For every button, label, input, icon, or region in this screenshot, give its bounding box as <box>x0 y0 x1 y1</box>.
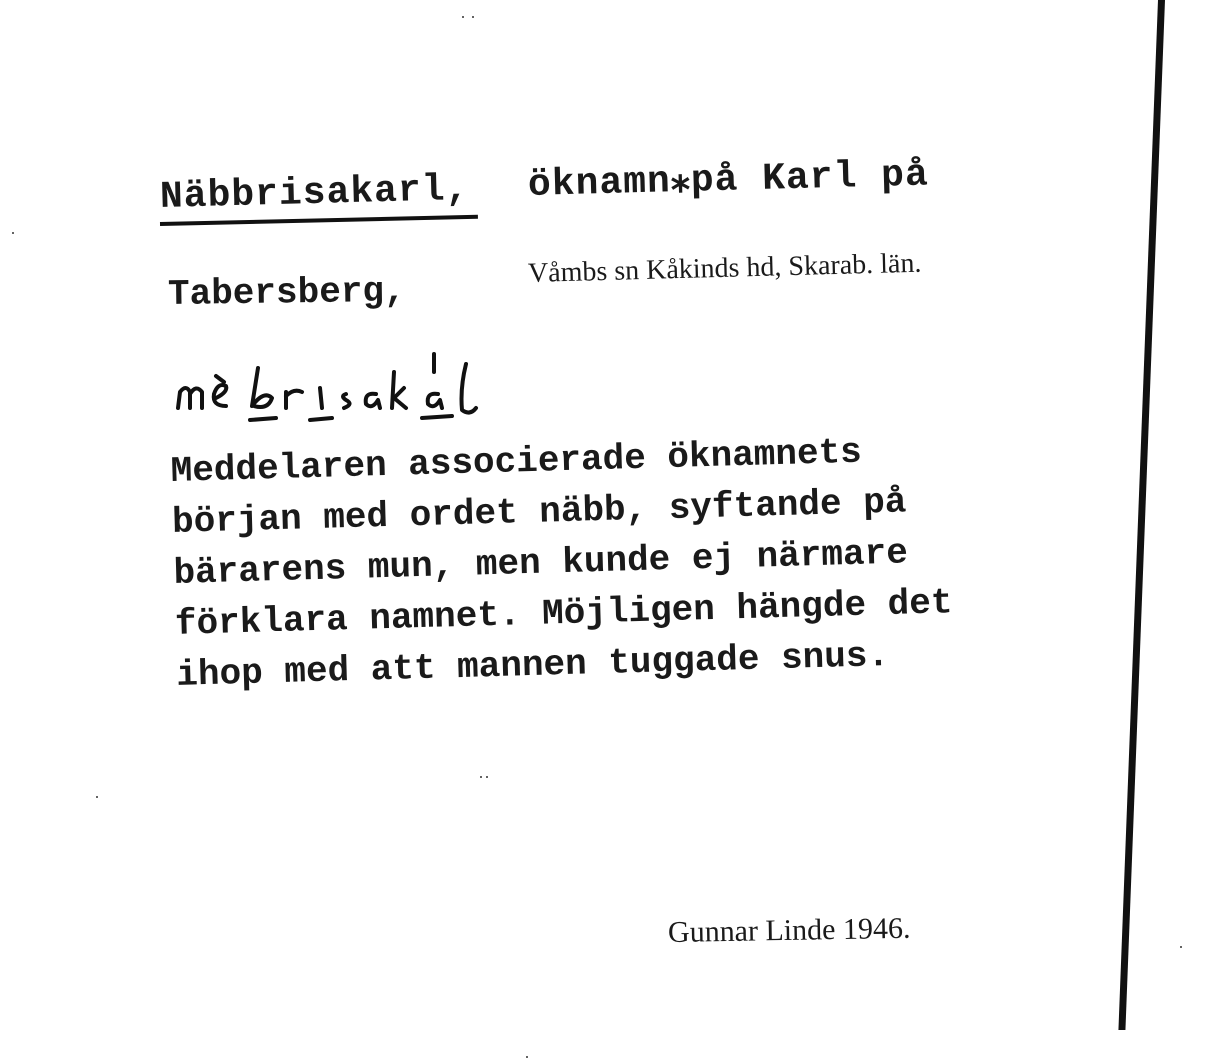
card-edge-line <box>1118 0 1165 1030</box>
place-name: Tabersberg, <box>167 270 406 315</box>
body-line: bärarens mun, men kunde ej närmare <box>172 532 909 594</box>
body-text <box>170 424 955 701</box>
body-line: början med ordet näbb, syftande på <box>171 481 907 543</box>
scan-speck <box>96 796 98 798</box>
scan-speck <box>12 232 14 234</box>
scan-speck <box>480 776 482 778</box>
scan-speck <box>1180 946 1182 948</box>
scan-speck <box>462 16 464 18</box>
body-line: Meddelaren associerade öknamnets <box>170 431 863 492</box>
scan-speck <box>526 1056 528 1058</box>
handwritten-phonetic-transcription <box>172 348 552 428</box>
location-stamp: Våmbs sn Kåkinds hd, Skarab. län. <box>527 247 922 289</box>
headword-description: öknamn⁎på Karl på <box>527 153 930 207</box>
scan-speck <box>472 16 474 18</box>
body-line: förklara namnet. Möjligen hängde det <box>174 582 953 645</box>
signature-stamp: Gunnar Linde 1946. <box>667 911 911 949</box>
body-line: ihop med att mannen tuggade snus. <box>175 635 890 696</box>
headword: Näbbrisakarl, <box>159 167 470 219</box>
scan-speck <box>486 776 488 778</box>
